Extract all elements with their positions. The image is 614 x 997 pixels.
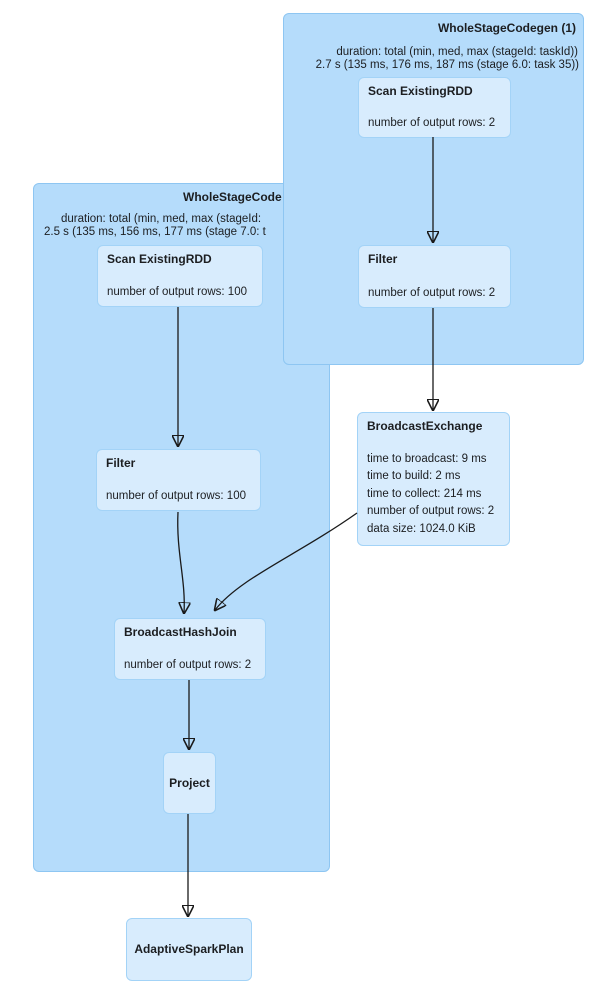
node-filter-right	[358, 245, 511, 308]
cluster-duration-value: 2.5 s (135 ms, 156 ms, 177 ms (stage 7.0: t	[44, 226, 266, 238]
node-title: Scan ExistingRDD	[107, 252, 212, 266]
node-title: AdaptiveSparkPlan	[134, 942, 244, 956]
node-metric: time to build: 2 ms	[367, 470, 461, 482]
node-project	[163, 752, 216, 814]
cluster-duration-label: duration: total (min, med, max (stageId:	[61, 213, 262, 225]
node-adaptivesparkplan	[126, 918, 252, 981]
cluster-wholestagecodegen-1	[283, 13, 584, 365]
node-metric: data size: 1024.0 KiB	[367, 522, 476, 535]
node-title: Scan ExistingRDD	[368, 84, 473, 98]
node-metric: number of output rows: 100	[107, 286, 247, 298]
cluster-title: WholeStageCodegen (1)	[437, 21, 576, 35]
node-metric: number of output rows: 2	[368, 287, 496, 299]
node-title: Filter	[106, 456, 136, 470]
node-title: BroadcastExchange	[367, 419, 483, 433]
node-broadcastexchange	[357, 412, 510, 546]
node-title: Filter	[368, 252, 398, 266]
node-filter-left	[96, 449, 261, 511]
node-metric: time to collect: 214 ms	[367, 487, 482, 500]
node-metric: number of output rows: 2	[124, 659, 252, 671]
node-metric: number of output rows: 2	[367, 505, 495, 517]
cluster-duration-value: 2.7 s (135 ms, 176 ms, 187 ms (stage 6.0: task 35))	[315, 59, 579, 71]
node-metric: number of output rows: 2	[368, 117, 496, 129]
cluster-duration-label: duration: total (min, med, max (stageId: taskId))	[336, 46, 578, 58]
cluster-title: WholeStageCode	[183, 190, 282, 204]
node-scan-existingrdd-right	[358, 77, 511, 138]
node-title: BroadcastHashJoin	[124, 625, 237, 639]
node-title: Project	[169, 775, 210, 790]
node-broadcasthashjoin	[114, 618, 266, 680]
node-metric: time to broadcast: 9 ms	[367, 452, 487, 465]
node-metric: number of output rows: 100	[106, 490, 246, 502]
node-metrics	[367, 451, 500, 539]
node-scan-existingrdd-left	[97, 245, 263, 307]
